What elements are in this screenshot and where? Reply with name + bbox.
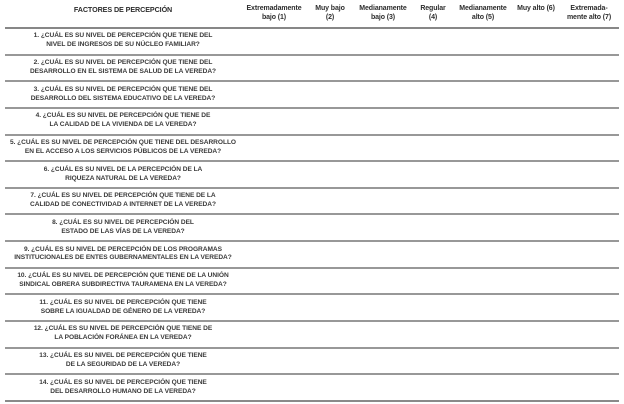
question-cell [5,374,241,401]
answer-cell [453,81,513,108]
answer-cell [413,321,453,348]
question-line-2: DE LA SEGURIDAD DE LA VEREDA? [65,361,181,368]
answer-cell [307,188,353,215]
question-line-1: 7. ¿CUÁL ES SU NIVEL DE PERCEPCIÓN QUE TIENE DE LA [30,192,216,200]
question-row-12 [5,321,619,348]
header-line-2: bajo (1) [261,14,287,22]
answer-cell [513,268,559,295]
answer-cell [453,28,513,55]
answer-cell [353,321,413,348]
question-line-1: 8. ¿CUÁL ES SU NIVEL DE PERCEPCIÓN DEL [52,218,194,226]
answer-cell [513,374,559,401]
question-row-1 [5,28,619,55]
answer-cell [559,108,619,135]
question-cell [5,108,241,135]
answer-cell [413,161,453,188]
question-line-1: 1. ¿CUÁL ES SU NIVEL DE PERCEPCIÓN QUE TIENE DEL [33,32,213,40]
header-line-2: mente alto (7) [566,14,612,22]
answer-cell [307,348,353,375]
header-line-2: (2) [325,14,335,22]
answer-cell [241,374,307,401]
question-line-1: 6. ¿CUÁL ES SU NIVEL DE LA PERCEPCIÓN DE LA [43,165,203,173]
answer-cell [413,108,453,135]
question-cell [5,214,241,241]
answer-cell [353,374,413,401]
answer-cell [513,214,559,241]
answer-cell [413,268,453,295]
answer-cell [513,135,559,162]
answer-cell [307,374,353,401]
answer-cell [559,188,619,215]
question-line-2: SINDICAL OBRERA SUBDIRECTIVA TAURAMENA EN LA VEREDA? [19,281,227,289]
answer-cell [453,161,513,188]
answer-cell [559,55,619,82]
answer-cell [353,188,413,215]
column-header-scale-7 [559,0,619,28]
answer-cell [559,241,619,268]
question-row-2 [5,55,619,82]
column-header-scale-1 [241,0,307,28]
question-line-2: INSTITUCIONALES DE ENTES GUBERNAMENTALES EN LA VEREDA? [14,254,232,262]
answer-cell [453,135,513,162]
answer-cell [513,241,559,268]
answer-cell [513,108,559,135]
answer-cell [307,161,353,188]
question-line-1: 3. ¿CUÁL ES SU NIVEL DE PERCEPCIÓN QUE TIENE DEL [33,85,213,93]
answer-cell [559,214,619,241]
answer-cell [241,214,307,241]
question-line-1: 4. ¿CUÁL ES SU NIVEL DE PERCEPCIÓN QUE TIENE DE [35,112,211,120]
answer-cell [453,268,513,295]
question-line-2: CALIDAD DE CONECTIVIDAD A INTERNET DE LA VEREDA? [30,201,216,209]
question-line-1: 12. ¿CUÁL ES SU NIVEL DE PERCEPCIÓN QUE TIENE DE [33,325,213,333]
question-line-1: 5. ¿CUÁL ES SU NIVEL DE PERCEPCIÓN QUE TIENE DEL DESARROLLO [9,138,237,146]
question-cell [5,348,241,375]
answer-cell [559,348,619,375]
answer-cell [307,241,353,268]
question-row-6 [5,161,619,188]
answer-cell [353,214,413,241]
answer-cell [413,28,453,55]
column-header-scale-4 [413,0,453,28]
question-line-2: LA POBLACIÓN FORÁNEA EN LA VEREDA? [54,334,192,342]
question-line-2: RIQUEZA NATURAL DE LA VEREDA? [65,174,181,182]
answer-cell [413,241,453,268]
question-row-4 [5,108,619,135]
answer-cell [241,108,307,135]
answer-cell [513,348,559,375]
answer-cell [307,321,353,348]
answer-cell [241,294,307,321]
answer-cell [559,81,619,108]
answer-cell [413,294,453,321]
answer-cell [453,188,513,215]
answer-cell [241,268,307,295]
answer-cell [559,294,619,321]
answer-cell [241,321,307,348]
question-line-2: DESARROLLO EN EL SISTEMA DE SALUD DE LA VEREDA? [29,67,217,75]
answer-cell [241,81,307,108]
answer-cell [513,55,559,82]
answer-cell [453,321,513,348]
answer-cell [453,214,513,241]
answer-cell [353,108,413,135]
answer-cell [413,374,453,401]
column-header-scale-5 [453,0,513,28]
question-line-1: 9. ¿CUÁL ES SU NIVEL DE PERCEPCIÓN DE LOS PROGRAMAS [24,245,222,253]
question-row-3 [5,81,619,108]
answer-cell [559,268,619,295]
question-row-8 [5,214,619,241]
question-line-2: LA CALIDAD DE LA VIVIENDA DE LA VEREDA? [49,121,197,129]
column-header-factors: FACTORES DE PERCEPCIÓN [5,0,241,28]
question-line-1: 14. ¿CUÁL ES SU NIVEL DE PERCEPCIÓN QUE TIENE [39,378,207,386]
answer-cell [307,294,353,321]
answer-cell [307,55,353,82]
answer-cell [513,321,559,348]
answer-cell [241,348,307,375]
question-line-2: SOBRE LA IGUALDAD DE GÉNERO DE LA VEREDA? [40,307,206,315]
answer-cell [241,161,307,188]
answer-cell [513,161,559,188]
question-row-7 [5,188,619,215]
answer-cell [307,28,353,55]
answer-cell [353,348,413,375]
question-cell [5,55,241,82]
answer-cell [241,188,307,215]
answer-cell [353,268,413,295]
header-line-2: (4) [428,14,438,22]
answer-cell [353,241,413,268]
answer-cell [559,28,619,55]
answer-cell [353,161,413,188]
question-line-2: ESTADO DE LAS VÍAS DE LA VEREDA? [61,227,185,235]
question-row-13 [5,348,619,375]
perception-factors-table [5,0,619,402]
answer-cell [307,81,353,108]
question-cell [5,294,241,321]
answer-cell [241,28,307,55]
question-cell [5,28,241,55]
answer-cell [413,214,453,241]
header-line-1: Regular [420,5,446,12]
answer-cell [453,348,513,375]
answer-cell [559,161,619,188]
header-line-1: Muy bajo [315,5,345,12]
question-row-11 [5,294,619,321]
column-header-scale-3 [353,0,413,28]
question-row-9 [5,241,619,268]
header-line-1: Extremadamente [246,5,302,12]
answer-cell [559,321,619,348]
answer-cell [353,55,413,82]
answer-cell [307,214,353,241]
answer-cell [559,135,619,162]
answer-cell [307,135,353,162]
column-header-scale-2 [307,0,353,28]
answer-cell [413,188,453,215]
header-line-1: Medianamente [459,5,507,12]
answer-cell [413,135,453,162]
answer-cell [453,241,513,268]
question-cell [5,135,241,162]
question-cell [5,188,241,215]
answer-cell [453,374,513,401]
header-line-1: Medianamente [359,5,407,12]
question-row-14 [5,374,619,401]
question-line-2: NIVEL DE INGRESOS DE SU NÚCLEO FAMILIAR? [46,41,200,49]
answer-cell [513,294,559,321]
answer-cell [307,108,353,135]
answer-cell [353,81,413,108]
answer-cell [241,135,307,162]
question-line-2: DESARROLLO DEL SISTEMA EDUCATIVO DE LA VEREDA? [30,94,216,102]
question-cell [5,321,241,348]
answer-cell [453,55,513,82]
question-line-1: 13. ¿CUÁL ES SU NIVEL DE PERCEPCIÓN QUE TIENE [39,352,207,360]
answer-cell [453,108,513,135]
question-cell [5,161,241,188]
answer-cell [413,55,453,82]
question-row-5 [5,135,619,162]
answer-cell [559,374,619,401]
question-line-2: EN EL ACCESO A LOS SERVICIOS PÚBLICOS DE LA VEREDA? [24,147,222,155]
question-line-1: 11. ¿CUÁL ES SU NIVEL DE PERCEPCIÓN QUE TIENE [39,298,207,306]
header-line-2: bajo (3) [370,14,396,22]
answer-cell [513,188,559,215]
header-line-1: Extremada- [570,5,608,12]
question-row-10 [5,268,619,295]
question-cell [5,241,241,268]
header-line-1: Muy alto (6) [517,5,555,12]
answer-cell [353,135,413,162]
answer-cell [513,28,559,55]
answer-cell [413,81,453,108]
question-line-1: 10. ¿CUÁL ES SU NIVEL DE PERCEPCIÓN QUE TIENE DE LA UNIÓN [17,272,229,280]
answer-cell [353,28,413,55]
answer-cell [453,294,513,321]
question-line-1: 2. ¿CUÁL ES SU NIVEL DE PERCEPCIÓN QUE TIENE DEL [33,59,213,67]
answer-cell [307,268,353,295]
answer-cell [241,55,307,82]
question-cell [5,268,241,295]
question-line-2: DEL DESARROLLO HUMANO DE LA VEREDA? [50,387,196,395]
answer-cell [513,81,559,108]
column-header-scale-6 [513,0,559,28]
header-row [5,0,619,28]
question-cell [5,81,241,108]
answer-cell [241,241,307,268]
header-line-2: alto (5) [471,14,495,22]
answer-cell [413,348,453,375]
answer-cell [353,294,413,321]
